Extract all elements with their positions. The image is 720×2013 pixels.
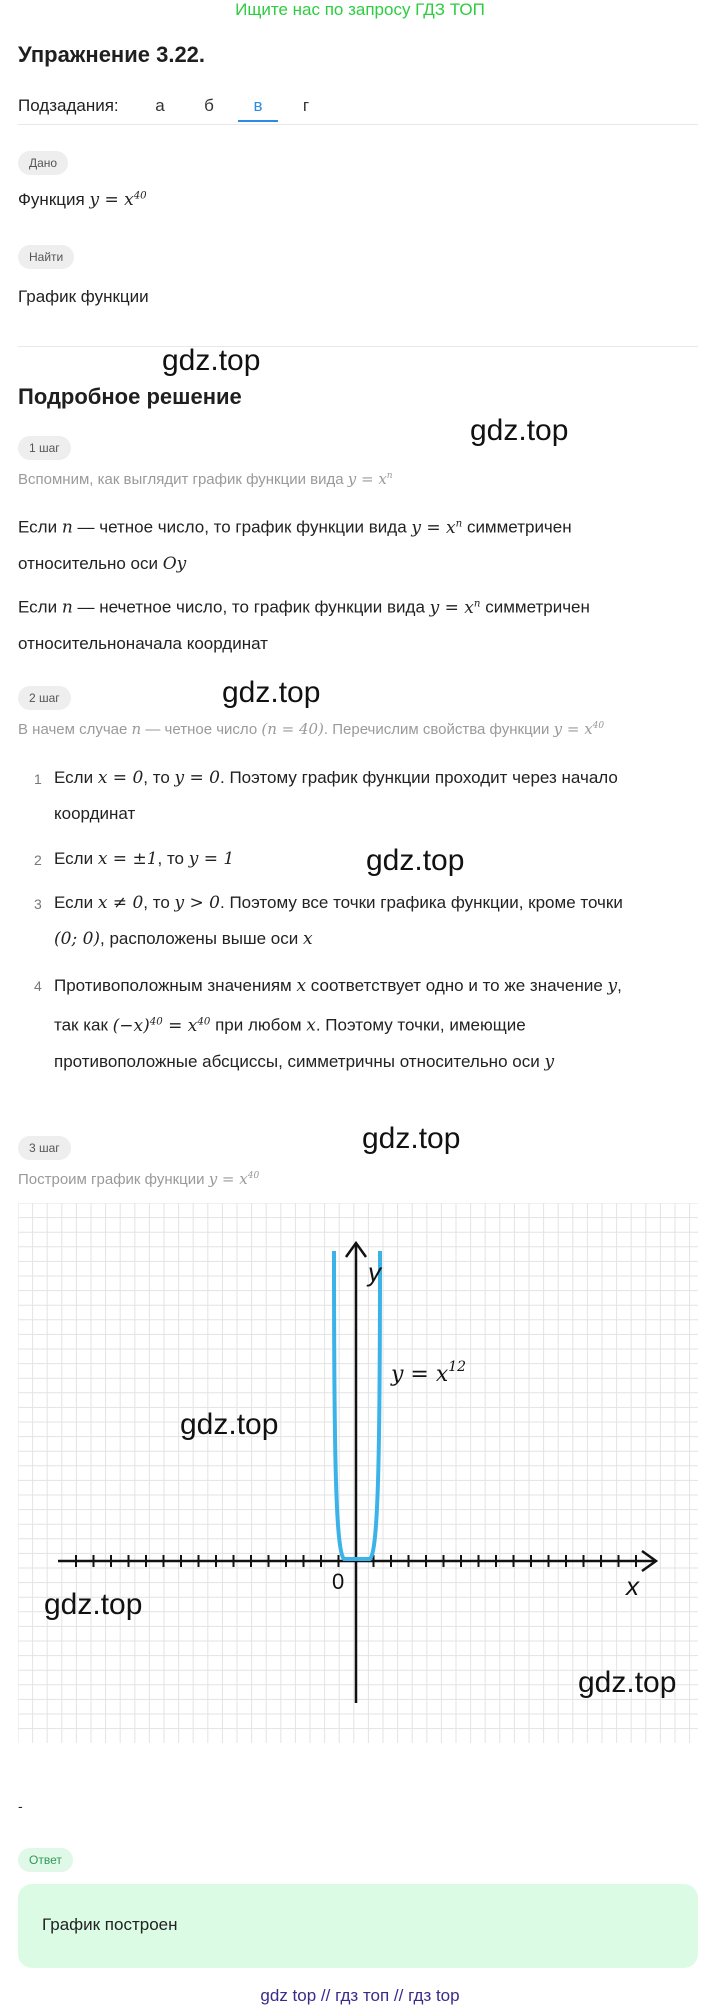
- step1-paragraph-1: Если n — четное число, то график функции вида $y = x^n$ симметричен относительно оси Oy: [18, 517, 572, 574]
- y-axis-label: y: [368, 1257, 381, 1287]
- watermark: gdz.top: [222, 676, 321, 709]
- list-item: Если x ≠ 0, то y > 0. Поэтому все точки графика функции, кроме точки (0; 0), расположены выше оси x: [54, 893, 623, 949]
- subtask-tab-v[interactable]: в: [238, 92, 278, 122]
- answer-box: [18, 1884, 698, 1968]
- dash: -: [18, 1798, 23, 1814]
- watermark: gdz.top: [362, 1122, 461, 1155]
- list-item: Противоположным значениям x соответствует одно и то же значение y, так как $(-x)^{40} = x^{40}$ при любом x. Поэтому точки, имеющие противоположные абсциссы, симметричны относительно оси y: [54, 976, 622, 1072]
- y-axis: [346, 1243, 366, 1703]
- subtask-tab-a[interactable]: а: [155, 96, 165, 115]
- list-number: 1: [34, 771, 42, 787]
- curve-label: $y = x^{12}$: [391, 1359, 467, 1387]
- watermark: gdz.top: [470, 414, 569, 447]
- step1-paragraph-2: Если n — нечетное число, то график функции вида $y = x^n$ симметричен относительноначала координат: [18, 597, 590, 653]
- exercise-title: Упражнение 3.22.: [18, 42, 206, 67]
- step2-badge: 2 шаг: [18, 686, 71, 710]
- step3-intro: Построим график функции $y = x^{40}$: [18, 1170, 260, 1188]
- watermark: gdz.top: [162, 344, 261, 377]
- list-item: Если x = 0, то y = 0. Поэтому график функции проходит через начало координат: [54, 768, 618, 823]
- subtask-tab-b[interactable]: б: [204, 96, 214, 115]
- solution-title: Подробное решение: [18, 384, 242, 409]
- footer-links[interactable]: gdz top // гдз топ // гдз top: [260, 1986, 460, 2005]
- watermark: gdz.top: [578, 1666, 677, 1699]
- subtask-tab-g[interactable]: г: [302, 96, 310, 115]
- top-banner: Ищите нас по запросу ГДЗ ТОП: [235, 0, 485, 19]
- find-text: График функции: [18, 287, 149, 306]
- given-text: [18, 190, 147, 210]
- watermark: gdz.top: [180, 1408, 279, 1441]
- subtasks-label: Подзадания:: [18, 96, 119, 115]
- step3-badge: 3 шаг: [18, 1136, 71, 1160]
- list-number: 3: [34, 896, 42, 912]
- x-axis-label: x: [626, 1571, 639, 1601]
- list-number: 4: [34, 978, 42, 994]
- answer-badge: Ответ: [18, 1848, 73, 1872]
- given-prefix: Функция: [18, 190, 85, 209]
- origin-label: 0: [332, 1569, 345, 1594]
- list-item: Если x = ±1, то y = 1: [54, 849, 235, 869]
- find-badge: Найти: [18, 245, 74, 269]
- divider: [18, 124, 698, 125]
- divider: [18, 346, 698, 347]
- graph-grid: [18, 1203, 698, 1743]
- step1-badge: 1 шаг: [18, 436, 71, 460]
- answer-text: График построен: [42, 1915, 178, 1934]
- given-formula: $y = x^{40}$: [89, 190, 147, 210]
- function-graph: [18, 1203, 698, 1743]
- step1-intro-formula: $y = x^n$: [347, 470, 393, 488]
- list-number: 2: [34, 852, 42, 868]
- given-badge: Дано: [18, 151, 68, 175]
- watermark: gdz.top: [366, 844, 465, 877]
- watermark: gdz.top: [44, 1588, 143, 1621]
- step2-intro: В начем случае n — четное число (n = 40). Перечислим свойства функции $y = x^{40}$: [18, 720, 605, 738]
- step1-intro: Вспомним, как выглядит график функции вида $y = x^n$: [18, 470, 393, 488]
